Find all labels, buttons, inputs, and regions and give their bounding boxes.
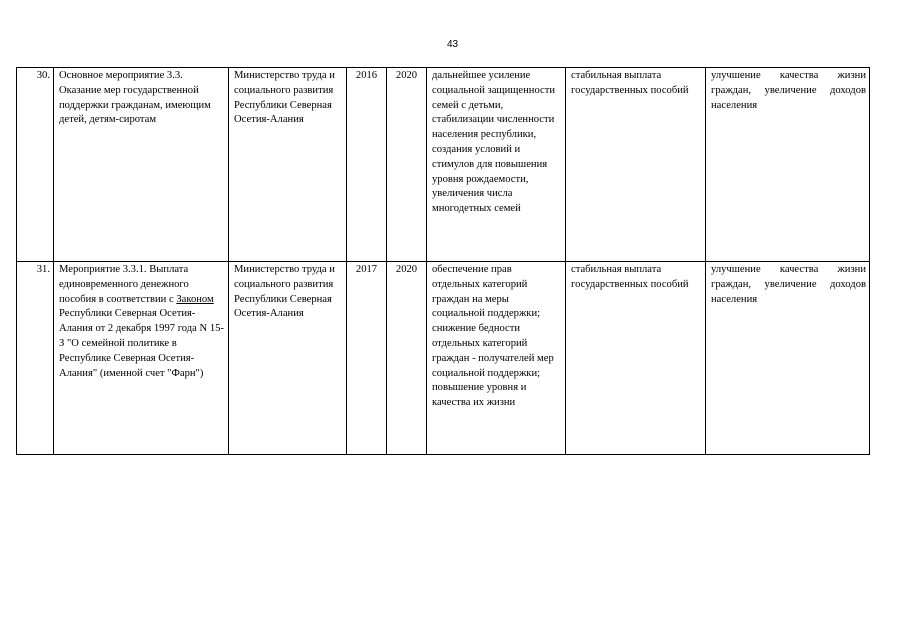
- table-row: [17, 68, 870, 262]
- measure-name: Основное мероприятие 3.3. Оказание мер государственной поддержки гражданам, имеющим детей, детям-сиротам: [54, 68, 229, 262]
- row-number: 30.: [17, 68, 54, 262]
- measure-name: [54, 262, 229, 455]
- start-year: 2016: [347, 68, 387, 262]
- program-measures-table: [16, 67, 870, 455]
- expected-result: стабильная выплата государственных пособий: [566, 68, 706, 262]
- executor: Министерство труда и социального развития Республики Северная Осетия-Алания: [229, 262, 347, 455]
- measure-goal: дальнейшее усиление социальной защищенности семей с детьми, стабилизации численности населения республики, создания условий и стимулов для повышения уровня рождаемости, увеличения числа многодетных семей: [427, 68, 566, 262]
- start-year: 2017: [347, 262, 387, 455]
- end-year: 2020: [387, 262, 427, 455]
- law-link[interactable]: Законом: [176, 293, 214, 305]
- expected-result: стабильная выплата государственных пособий: [566, 262, 706, 455]
- end-year: 2020: [387, 68, 427, 262]
- measure-name-suffix: Республики Северная Осетия-Алания от 2 декабря 1997 года N 15-З "О семейной политике в Республике Северная Осетия-Алания" (именной счет "Фарн"): [59, 308, 224, 379]
- expected-effect: улучшение качества жизни граждан, увеличение доходов населения: [706, 262, 870, 455]
- table-row: [17, 262, 870, 455]
- expected-effect: улучшение качества жизни граждан, увеличение доходов населения: [706, 68, 870, 262]
- executor: Министерство труда и социального развития Республики Северная Осетия-Алания: [229, 68, 347, 262]
- measure-name-prefix: Мероприятие 3.3.1. Выплата единовременного денежного пособия в соответствии с: [59, 264, 189, 305]
- row-number: 31.: [17, 262, 54, 455]
- page-number: 43: [446, 39, 459, 50]
- measure-goal: обеспечение прав отдельных категорий граждан на меры социальной поддержки; снижение бедности отдельных категорий граждан - получателей мер социальной поддержки; повышение уровня и качества их жизни: [427, 262, 566, 455]
